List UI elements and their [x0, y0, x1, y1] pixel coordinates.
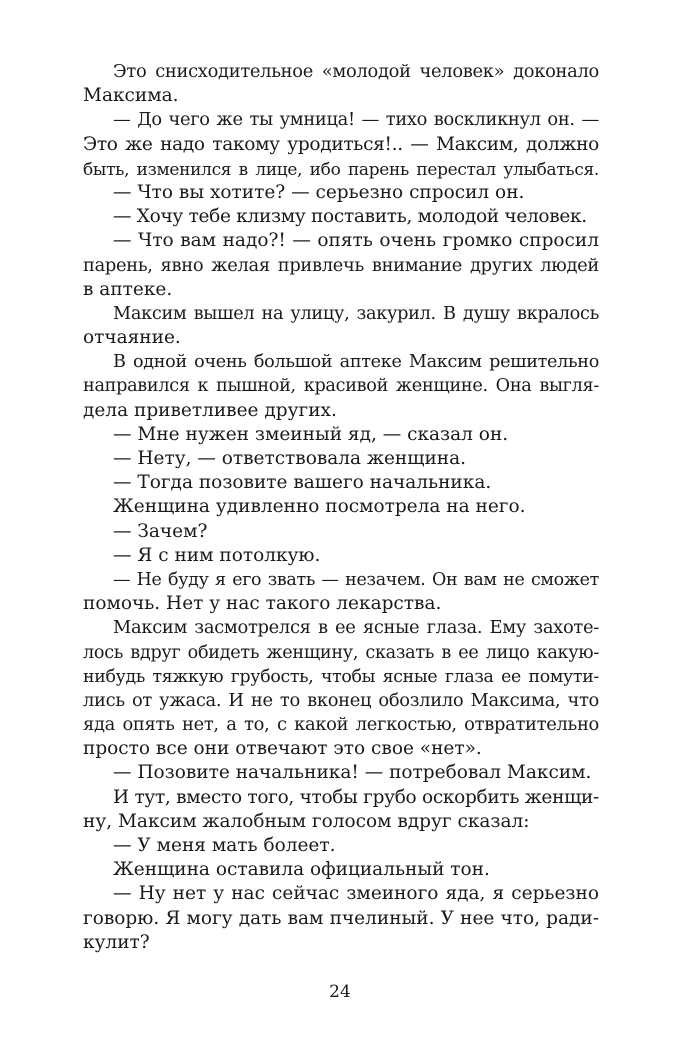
text-line: просто все они отвечают это свое «нет».: [83, 738, 482, 760]
text-line: Максим засмотрелся в ее ясные глаза. Ему захоте-: [113, 617, 599, 639]
text-line: — Позовите начальника! — потребовал Максим.: [113, 762, 592, 784]
text-line: дела приветливее других.: [83, 399, 337, 421]
text-line: лось вдруг обидеть женщину, сказать в ее лицо какую-: [83, 642, 599, 663]
text-line: Женщина оставила официальный тон.: [113, 859, 490, 881]
text-line: — Мне нужен змеиный яд, — сказал он.: [113, 423, 509, 445]
text-line: отчаяние.: [83, 327, 181, 349]
text-line: Это снисходительное «молодой человек» доконало: [113, 61, 599, 82]
text-line: лись от ужаса. И не то вконец обозлило Максима, что: [83, 689, 599, 711]
text-line: — Хочу тебе клизму поставить, молодой человек.: [113, 206, 587, 228]
text-line: говорю. Я могу дать вам пчелиный. У нее что, ради-: [83, 907, 599, 929]
text-line: нибудь тяжкую грубость, чтобы ясные глаза ее помути-: [83, 666, 599, 687]
text-line: — Нету, — ответствовала женщина.: [113, 448, 467, 469]
text-line: Женщина удивленно посмотрела на него.: [113, 496, 526, 518]
text-line: быть, изменился в лице, ибо парень перестал улыбаться.: [83, 158, 599, 179]
text-line: В одной очень большой аптеке Максим решительно: [113, 352, 599, 373]
text-line: помочь. Нет у нас такого лекарства.: [83, 593, 442, 615]
text-line: ну, Максим жалобным голосом вдруг сказал:: [83, 810, 530, 832]
text-line: И тут, вместо того, чтобы грубо оскорбить женщи-: [113, 786, 599, 808]
text-line: яда опять нет, а то, с какой легкостью, отвратительно: [83, 714, 599, 736]
text-line: — Зачем?: [113, 520, 208, 542]
text-line: Максима.: [83, 85, 179, 107]
text-line: — Ну нет у нас сейчас змеиного яда, я серьезно: [113, 883, 599, 905]
text-line: Максим вышел на улицу, закурил. В душу вкралось: [113, 303, 599, 324]
text-line: — Что вам надо?! — опять очень громко спросил: [113, 230, 599, 252]
text-line: — Не буду я его звать — незачем. Он вам не сможет: [113, 569, 599, 590]
text-line: — Тогда позовите вашего начальника.: [113, 472, 492, 494]
body-text: [83, 60, 599, 955]
text-line: Это же надо такому уродиться!.. — Максим, должно: [83, 133, 599, 155]
text-line: в аптеке.: [83, 278, 173, 300]
page-number: 24: [329, 982, 351, 1002]
text-line: — Что вы хотите? — серьезно спросил он.: [113, 181, 525, 203]
text-line: кулит?: [83, 931, 150, 953]
text-line: — Я с ним потолкую.: [113, 544, 321, 566]
text-line: направился к пышной, красивой женщине. Она выгля-: [83, 376, 599, 397]
text-line: парень, явно желая привлечь внимание других людей: [83, 254, 599, 276]
text-line: — У меня мать болеет.: [113, 835, 336, 856]
text-line: — До чего же ты умница! — тихо воскликнул он. —: [113, 109, 599, 131]
